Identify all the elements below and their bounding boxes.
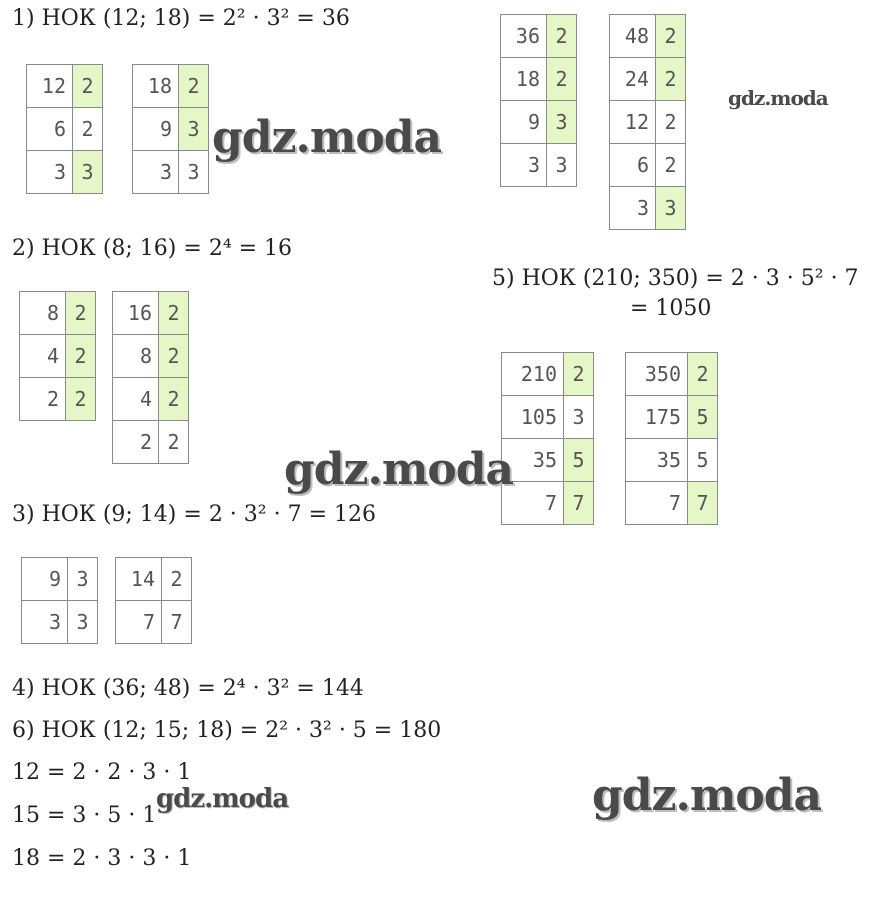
table-row <box>133 65 209 108</box>
task-5-result: = 2 · 3 · 5² · 7 <box>705 266 859 291</box>
task-6-equation <box>12 718 441 743</box>
factor-cell: 7 <box>688 482 718 525</box>
factor-table-16 <box>112 291 189 464</box>
watermark-logo: gdz.moda <box>592 770 822 821</box>
factor-cell: 2 <box>66 378 96 421</box>
table-row <box>20 335 96 378</box>
dividend-cell: 9 <box>501 101 547 144</box>
dividend-cell: 2 <box>113 421 159 464</box>
factor-cell: 2 <box>159 421 189 464</box>
factor-table-18 <box>132 64 209 194</box>
task-6-result: = 2² · 3² · 5 = 180 <box>239 718 442 743</box>
table-row <box>113 421 189 464</box>
factor-cell: 7 <box>564 482 594 525</box>
factor-table-9 <box>21 557 98 644</box>
dividend-cell: 7 <box>502 482 564 525</box>
dividend-cell: 14 <box>116 558 162 601</box>
task-1-label: 1) НОК (12; 18) <box>12 6 191 31</box>
factor-table-350 <box>625 352 718 525</box>
dividend-cell: 3 <box>22 601 68 644</box>
factor-cell: 2 <box>162 558 192 601</box>
dividend-cell: 350 <box>626 353 688 396</box>
factor-cell: 2 <box>66 335 96 378</box>
task-2-label: 2) НОК (8; 16) <box>12 236 177 261</box>
table-row <box>27 65 103 108</box>
dividend-cell: 24 <box>610 58 656 101</box>
table-row <box>502 439 594 482</box>
table-row <box>116 558 192 601</box>
dividend-cell: 8 <box>113 335 159 378</box>
factor-cell: 2 <box>547 58 577 101</box>
table-row <box>133 151 209 194</box>
watermark-logo: gdz.moda <box>156 784 289 814</box>
task-1-result: = 2² · 3² = 36 <box>197 6 350 31</box>
table-row <box>610 15 686 58</box>
task-3-equation <box>12 502 376 527</box>
factor-table-48 <box>609 14 686 230</box>
task-5-equation <box>492 266 859 291</box>
dividend-cell: 6 <box>27 108 73 151</box>
table-row <box>501 58 577 101</box>
table-row <box>133 108 209 151</box>
factorization-18: 18 = 2 · 3 · 3 · 1 <box>12 846 192 871</box>
task-2-equation <box>12 236 292 261</box>
table-row <box>22 558 98 601</box>
table-row <box>22 601 98 644</box>
factor-cell: 3 <box>73 151 103 194</box>
factor-cell: 5 <box>688 439 718 482</box>
task-2-result: = 2⁴ = 16 <box>183 236 293 261</box>
dividend-cell: 175 <box>626 396 688 439</box>
dividend-cell: 12 <box>27 65 73 108</box>
table-row <box>610 144 686 187</box>
table-row <box>626 353 718 396</box>
factor-cell: 3 <box>547 144 577 187</box>
factor-cell: 3 <box>68 558 98 601</box>
factor-cell: 2 <box>179 65 209 108</box>
factor-cell: 3 <box>179 108 209 151</box>
dividend-cell: 9 <box>22 558 68 601</box>
dividend-cell: 3 <box>133 151 179 194</box>
dividend-cell: 2 <box>20 378 66 421</box>
factor-cell: 2 <box>159 378 189 421</box>
factor-cell: 2 <box>66 292 96 335</box>
factor-cell: 2 <box>73 65 103 108</box>
table-row <box>20 292 96 335</box>
dividend-cell: 48 <box>610 15 656 58</box>
table-row <box>27 108 103 151</box>
table-row <box>501 15 577 58</box>
dividend-cell: 35 <box>502 439 564 482</box>
watermark-logo: gdz.moda <box>284 444 514 495</box>
table-row <box>501 144 577 187</box>
factor-cell: 3 <box>656 187 686 230</box>
dividend-cell: 3 <box>610 187 656 230</box>
table-row <box>610 58 686 101</box>
dividend-cell: 210 <box>502 353 564 396</box>
factor-cell: 2 <box>564 353 594 396</box>
table-row <box>502 353 594 396</box>
dividend-cell: 4 <box>113 378 159 421</box>
table-row <box>113 335 189 378</box>
task-5-result-line-2: = 1050 <box>630 296 712 321</box>
watermark-logo: gdz.moda <box>212 112 442 163</box>
table-row <box>501 101 577 144</box>
table-row <box>626 439 718 482</box>
dividend-cell: 9 <box>133 108 179 151</box>
table-row <box>626 482 718 525</box>
factor-cell: 3 <box>547 101 577 144</box>
factor-cell: 3 <box>564 396 594 439</box>
dividend-cell: 7 <box>116 601 162 644</box>
factor-cell: 2 <box>656 58 686 101</box>
dividend-cell: 3 <box>27 151 73 194</box>
table-row <box>610 101 686 144</box>
task-4-label: 4) НОК (36; 48) <box>12 676 191 701</box>
dividend-cell: 6 <box>610 144 656 187</box>
factor-cell: 2 <box>656 101 686 144</box>
factor-table-12 <box>26 64 103 194</box>
task-5-label: 5) НОК (210; 350) <box>492 266 699 291</box>
factor-cell: 2 <box>547 15 577 58</box>
factor-table-36 <box>500 14 577 187</box>
factor-cell: 5 <box>688 396 718 439</box>
factor-cell: 5 <box>564 439 594 482</box>
table-row <box>502 482 594 525</box>
dividend-cell: 36 <box>501 15 547 58</box>
dividend-cell: 18 <box>501 58 547 101</box>
factorization-15: 15 = 3 · 5 · 1 <box>12 803 157 828</box>
task-3-label: 3) НОК (9; 14) <box>12 502 177 527</box>
table-row <box>116 601 192 644</box>
task-4-result: = 2⁴ · 3² = 144 <box>197 676 364 701</box>
dividend-cell: 35 <box>626 439 688 482</box>
factor-cell: 3 <box>179 151 209 194</box>
factor-cell: 2 <box>159 292 189 335</box>
dividend-cell: 4 <box>20 335 66 378</box>
factor-table-14 <box>115 557 192 644</box>
factor-table-210 <box>501 352 594 525</box>
factor-cell: 7 <box>162 601 192 644</box>
table-row <box>20 378 96 421</box>
dividend-cell: 18 <box>133 65 179 108</box>
factor-cell: 2 <box>159 335 189 378</box>
dividend-cell: 3 <box>501 144 547 187</box>
watermark-logo: gdz.moda <box>728 86 828 110</box>
table-row <box>610 187 686 230</box>
dividend-cell: 16 <box>113 292 159 335</box>
table-row <box>27 151 103 194</box>
table-row <box>502 396 594 439</box>
table-row <box>113 378 189 421</box>
dividend-cell: 12 <box>610 101 656 144</box>
factor-table-8 <box>19 291 96 421</box>
factor-cell: 2 <box>656 15 686 58</box>
table-row <box>113 292 189 335</box>
factor-cell: 2 <box>688 353 718 396</box>
task-3-result: = 2 · 3² · 7 = 126 <box>183 502 376 527</box>
task-1-equation <box>12 6 350 31</box>
dividend-cell: 7 <box>626 482 688 525</box>
dividend-cell: 8 <box>20 292 66 335</box>
factorization-12: 12 = 2 · 2 · 3 · 1 <box>12 760 192 785</box>
task-6-label: 6) НОК (12; 15; 18) <box>12 718 233 743</box>
factor-cell: 2 <box>656 144 686 187</box>
table-row <box>626 396 718 439</box>
task-4-equation <box>12 676 364 701</box>
factor-cell: 3 <box>68 601 98 644</box>
factor-cell: 2 <box>73 108 103 151</box>
dividend-cell: 105 <box>502 396 564 439</box>
